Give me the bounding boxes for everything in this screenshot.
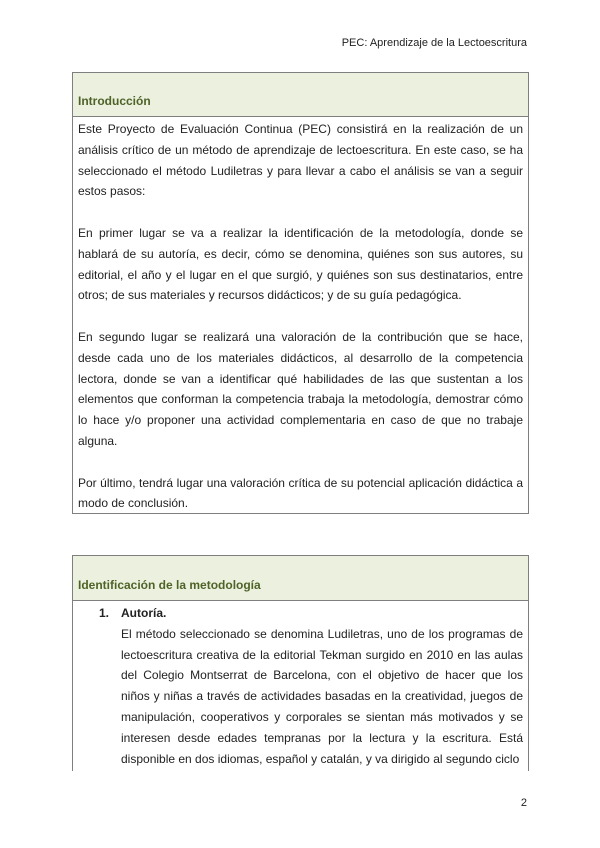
introduction-paragraph: En segundo lugar se realizará una valoración de la contribución que se hace, desde cada uno de los materiales didácticos, al desarrollo de la competencia lectora, donde se van a identificar qué habilidades de las que sustentan a los elementos que conforman la competencia trabaja la metodología, demostrar cómo lo hace y/o proponer una actividad complementaria en caso de que no trabaje alguna. bbox=[78, 329, 523, 448]
introduction-section bbox=[72, 72, 529, 514]
page-number: 2 bbox=[520, 797, 527, 809]
introduction-paragraph: Este Proyecto de Evaluación Continua (PEC) consistirá en la realización de un análisis crítico de un método de aprendizaje de lectoescritura. En este caso, se ha seleccionado el método Ludiletras y para llevar a cabo el análisis se van a seguir estos pasos: bbox=[78, 122, 523, 199]
introduction-heading: Introducción bbox=[73, 73, 528, 117]
introduction-paragraph: En primer lugar se va a realizar la identificación de la metodología, donde se hablará de su autoría, es decir, cómo se denomina, quiénes son sus autores, su editorial, el año y el lugar en el que surgió, y quiénes son sus destinatarios, entre otros; de sus materiales y recursos didácticos; y de su guía pedagógica. bbox=[78, 225, 523, 303]
list-item-heading: Autoría. bbox=[121, 606, 167, 620]
list-item-text: El método seleccionado se denomina Ludiletras, uno de los programas de lectoescritura creativa de la editorial Tekman surgido en 2010 en las aulas del Colegio Montserrat de Barcelona, con el objetivo de hacer que los niños y niñas a través de actividades basadas en la creatividad, juegos de manipulación, cooperativos y corporales se sientan más motivados y se interesen desde edades tempranas por la lectura y la escritura. Está disponible en dos idiomas, español y catalán, y va dirigido al segundo ciclo bbox=[121, 626, 523, 766]
methodology-section bbox=[72, 555, 529, 771]
methodology-heading: Identificación de la metodología bbox=[73, 556, 528, 601]
list-item-number: 1. bbox=[99, 606, 110, 620]
methodology-body bbox=[73, 601, 528, 769]
introduction-paragraph: Por último, tendrá lugar una valoración crítica de su potencial aplicación didáctica a modo de conclusión. bbox=[78, 475, 523, 511]
list-item-title bbox=[78, 603, 523, 624]
page-header: PEC: Aprendizaje de la Lectoescritura bbox=[341, 37, 527, 49]
introduction-body bbox=[73, 117, 528, 514]
